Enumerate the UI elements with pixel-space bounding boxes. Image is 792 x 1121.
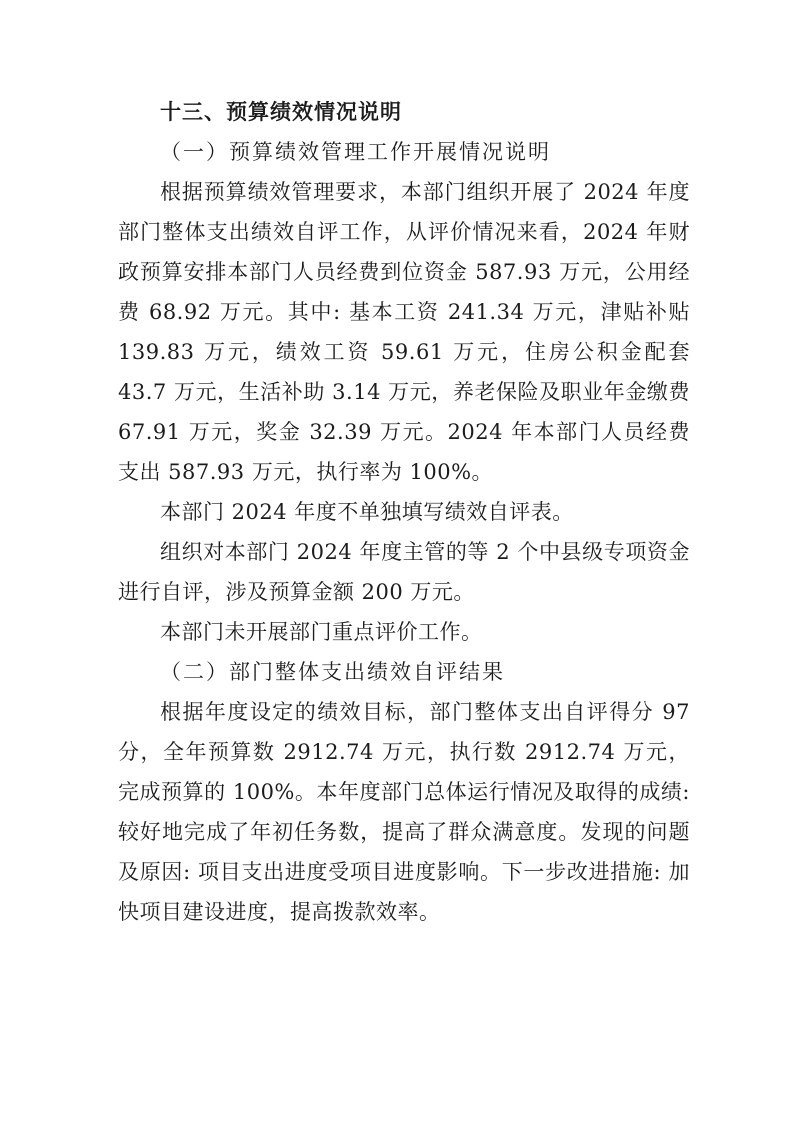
paragraph-self-evaluation-form: 本部门 2024 年度不单独填写绩效自评表。 [160,500,574,524]
page-title: 十三、预算绩效情况说明 [160,100,402,124]
subsection-heading-2: （二）部门整体支出绩效自评结果 [160,660,505,684]
paragraph-key-evaluation: 本部门未开展部门重点评价工作。 [160,620,483,644]
paragraph-performance-management: 根据预算绩效管理要求，本部门组织开展了 2024 年度部门整体支出绩效自评工作，从评价情况来看，2024 年财政预算安排本部门人员经费到位资金 587.93 万元，公用经费 68.92 万元。其中: 基本工资 241.34 万元，津贴补贴 139.83 万元，绩效工资 59.61 万元，住房公积金配套 43.7 万元，生活补助 3.14 万元，养老保险及职业年金缴费 67.91 万元，奖金 32.39 万元。2024 年本部门人员经费支出 587.93 万元，执行率为 100%。 [118,180,690,484]
paragraph-self-evaluation-result: 根据年度设定的绩效目标，部门整体支出自评得分 97 分，全年预算数 2912.74 万元，执行数 2912.74 万元，完成预算的 100%。本年度部门总体运行情况及取得的成绩: 较好地完成了年初任务数，提高了群众满意度。发现的问题及原因: 项目支出进度受项目进度影响。下一步改进措施: 加快项目建设进度，提高拨款效率。 [118,700,690,924]
subsection-heading-1: （一）预算绩效管理工作开展情况说明 [160,140,551,164]
paragraph-special-funds: 组织对本部门 2024 年度主管的等 2 个中县级专项资金进行自评，涉及预算金额 200 万元。 [118,540,690,604]
